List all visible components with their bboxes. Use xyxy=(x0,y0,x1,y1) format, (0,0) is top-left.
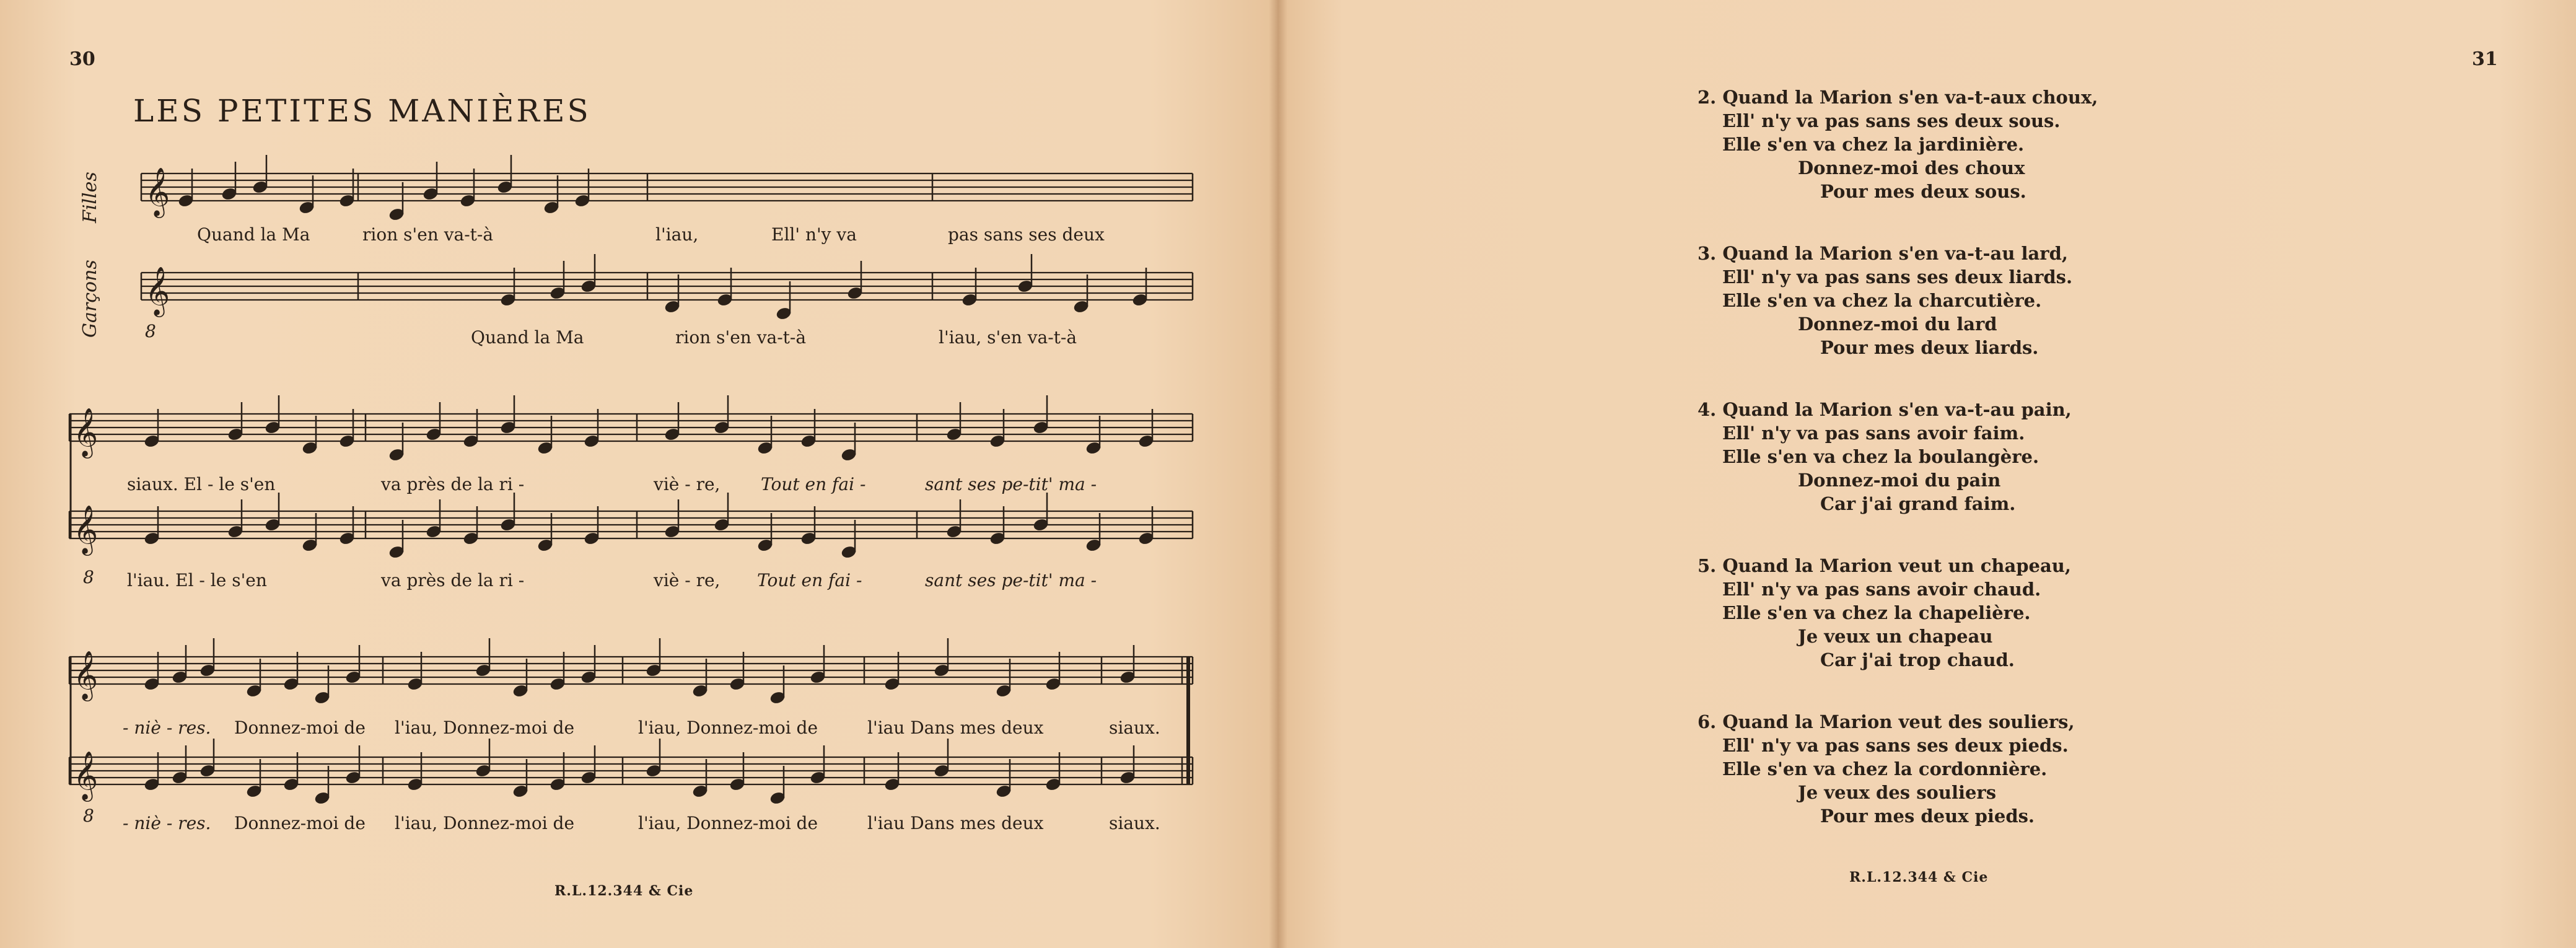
page-number-left: 30 xyxy=(69,48,95,70)
lyric-garcons-italic: - niè - res. xyxy=(123,813,211,833)
lyric-filles: pas sans ses deux xyxy=(948,224,1105,245)
verse-line: Car j'ai trop chaud. xyxy=(1820,649,2015,670)
lyric-filles: Ell' n'y va xyxy=(771,224,857,245)
lyric-filles: siaux. xyxy=(1109,718,1160,738)
printer-footer-right: R.L.12.344 & Cie xyxy=(1849,869,1989,885)
lyric-garcons: l'iau, s'en va-t-à xyxy=(939,327,1077,348)
song-title: LES PETITES MANIÈRES xyxy=(133,93,591,129)
octave-mark: 8 xyxy=(83,567,94,587)
lyric-filles: Quand la Ma xyxy=(197,224,310,245)
lyric-filles-italic: sant ses pe-tit' ma - xyxy=(925,474,1097,494)
verse-line: Elle s'en va chez la cordonnière. xyxy=(1722,758,2048,779)
lyric-garcons-italic: sant ses pe-tit' ma - xyxy=(925,570,1097,590)
verse-line: Je veux des souliers xyxy=(1798,782,1997,803)
verse-line: Ell' n'y va pas sans ses deux pieds. xyxy=(1722,735,2069,756)
lyric-garcons: Quand la Ma xyxy=(471,327,584,348)
verse-line: Elle s'en va chez la chapelière. xyxy=(1722,602,2031,623)
verse-line: Elle s'en va chez la boulangère. xyxy=(1722,446,2039,467)
lyric-garcons-italic: Tout en fai - xyxy=(757,570,862,590)
lyric-filles-italic: Tout en fai - xyxy=(761,474,866,494)
verse-line: Pour mes deux liards. xyxy=(1820,337,2039,358)
lyric-garcons: Donnez-moi de xyxy=(234,813,366,833)
part-label-garcons: Garçons xyxy=(79,260,101,338)
lyric-garcons: siaux. xyxy=(1109,813,1160,833)
octave-mark: 8 xyxy=(145,321,156,341)
lyric-garcons: l'iau, Donnez-moi de xyxy=(638,813,818,833)
lyric-garcons: l'iau, Donnez-moi de xyxy=(395,813,575,833)
lyric-filles: siaux. El - le s'en xyxy=(127,474,276,494)
verse-line: 6. Quand la Marion veut des souliers, xyxy=(1698,711,2075,732)
verse-line: Pour mes deux sous. xyxy=(1820,181,2026,202)
verse-line: Ell' n'y va pas sans ses deux liards. xyxy=(1722,266,2073,287)
verse-line: 3. Quand la Marion s'en va-t-au lard, xyxy=(1698,243,2068,264)
lyric-garcons: rion s'en va-t-à xyxy=(675,327,807,348)
lyric-filles: l'iau, xyxy=(655,224,699,245)
verse-line: 5. Quand la Marion veut un chapeau, xyxy=(1698,555,2071,576)
lyric-filles: Donnez-moi de xyxy=(234,718,366,738)
verse-line: Ell' n'y va pas sans ses deux sous. xyxy=(1722,110,2061,131)
part-label-filles: Filles xyxy=(79,172,101,223)
treble-clef-icon: 𝄞 xyxy=(145,167,170,216)
printer-footer-left: R.L.12.344 & Cie xyxy=(554,883,694,899)
treble-clef-icon: 𝄞 xyxy=(73,408,99,457)
treble-clef-icon: 𝄞 xyxy=(145,266,170,315)
treble-clef-icon: 𝄞 xyxy=(73,751,99,800)
verse-line: Donnez-moi des choux xyxy=(1798,157,2025,178)
treble-clef-icon: 𝄞 xyxy=(73,505,99,554)
lyric-filles: l'iau, Donnez-moi de xyxy=(395,718,575,738)
lyric-garcons: va près de la ri - xyxy=(381,570,525,590)
verse-line: Ell' n'y va pas sans avoir chaud. xyxy=(1722,579,2041,600)
treble-clef-icon: 𝄞 xyxy=(73,651,99,700)
verse-line: Pour mes deux pieds. xyxy=(1820,805,2035,827)
lyric-filles-italic: - niè - res. xyxy=(123,718,211,738)
verse-line: Elle s'en va chez la charcutière. xyxy=(1722,290,2042,311)
verse-line: Je veux un chapeau xyxy=(1798,626,1993,647)
verse-line: 4. Quand la Marion s'en va-t-au pain, xyxy=(1698,399,2072,420)
lyric-garcons: viè - re, xyxy=(654,570,721,590)
verse-line: 2. Quand la Marion s'en va-t-aux choux, xyxy=(1698,87,2098,108)
lyric-filles: va près de la ri - xyxy=(381,474,525,494)
lyric-filles: rion s'en va-t-à xyxy=(362,224,494,245)
lyric-filles: l'iau Dans mes deux xyxy=(867,718,1044,738)
lyric-filles: l'iau, Donnez-moi de xyxy=(638,718,818,738)
verse-line: Car j'ai grand faim. xyxy=(1820,493,2016,514)
octave-mark: 8 xyxy=(83,805,94,826)
verse-line: Elle s'en va chez la jardinière. xyxy=(1722,134,2025,155)
page-number-right: 31 xyxy=(2472,48,2498,70)
verse-line: Donnez-moi du pain xyxy=(1798,470,2001,491)
verse-line: Donnez-moi du lard xyxy=(1798,314,1997,335)
lyric-filles: viè - re, xyxy=(654,474,721,494)
lyric-garcons: l'iau. El - le s'en xyxy=(127,570,267,590)
lyric-garcons: l'iau Dans mes deux xyxy=(867,813,1044,833)
verse-line: Ell' n'y va pas sans avoir faim. xyxy=(1722,423,2025,444)
